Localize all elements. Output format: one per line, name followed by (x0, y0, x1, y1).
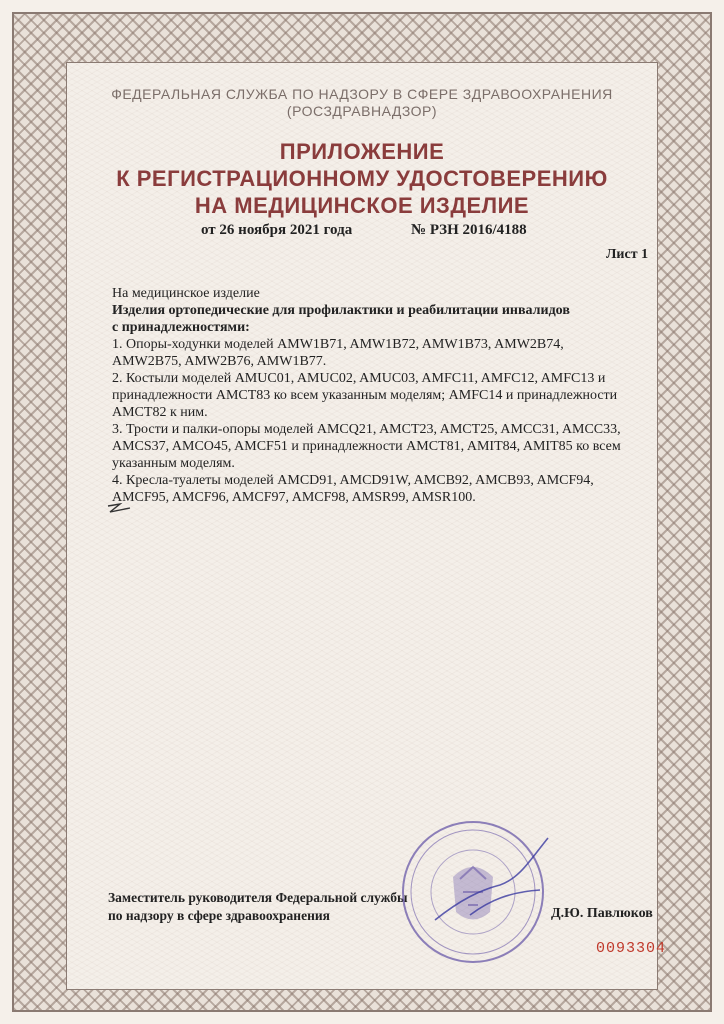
item-line: 1. Опоры-ходунки моделей AMW1B71, AMW1B72, AMW1B73, AMW2B74, (112, 337, 564, 352)
signatory-name: Д.Ю. Павлюков (551, 906, 653, 921)
document-title-line1: ПРИЛОЖЕНИЕ (279, 139, 445, 164)
body-intro: На медицинское изделие (112, 286, 260, 301)
serial-number: 0093304 (596, 940, 667, 957)
agency-name-line2: (РОСЗДРАВНАДЗОР) (286, 103, 438, 119)
product-title-line2: с принадлежностями: (112, 320, 250, 335)
item-line: принадлежности AMCT83 ко всем указанным моделям; AMFC14 и принадлежности (112, 388, 618, 403)
agency-name-line1: ФЕДЕРАЛЬНАЯ СЛУЖБА ПО НАДЗОРУ В СФЕРЕ ЗДРАВООХРАНЕНИЯ (111, 86, 613, 102)
signatory-position-line1: Заместитель руководителя Федеральной службы (108, 890, 408, 905)
registration-date: от 26 ноября 2021 года (201, 222, 353, 238)
item-line: AMW2B75, AMW2B76, AMW1B77. (112, 354, 327, 369)
document-body (112, 285, 652, 506)
item-line: 3. Трости и палки-опоры моделей AMCQ21, AMCT23, AMCT25, AMCC31, AMCC33, (112, 422, 621, 437)
document-title-line3: НА МЕДИЦИНСКОЕ ИЗДЕЛИЕ (194, 193, 530, 218)
signatory-position-line2: по надзору в сфере здравоохранения (108, 908, 330, 923)
item-line: указанным моделям. (112, 456, 235, 471)
item-line: 2. Костыли моделей AMUC01, AMUC02, AMUC03, AMFC11, AMFC12, AMFC13 и (112, 371, 606, 386)
registration-number: № РЗН 2016/4188 (411, 222, 527, 238)
product-title-line1: Изделия ортопедические для профилактики и реабилитации инвалидов (112, 303, 570, 318)
item-line: AMCS37, AMCO45, AMCF51 и принадлежности AMCT81, AMIT84, AMIT85 ко всем (112, 439, 621, 454)
initials-mark (106, 500, 134, 516)
item-line: 4. Кресла-туалеты моделей AMCD91, AMCD91W, AMCB92, AMCB93, AMCF94, (112, 473, 594, 488)
sheet-number: Лист 1 (606, 247, 649, 262)
signatory-position (108, 889, 408, 925)
item-line: AMCF95, AMCF96, AMCF97, AMCF98, AMSR99, AMSR100. (112, 490, 476, 505)
item-line: AMCT82 к ним. (112, 405, 208, 420)
document-title-line2: К РЕГИСТРАЦИОННОМУ УДОСТОВЕРЕНИЮ (116, 166, 608, 191)
handwritten-signature (430, 830, 560, 940)
